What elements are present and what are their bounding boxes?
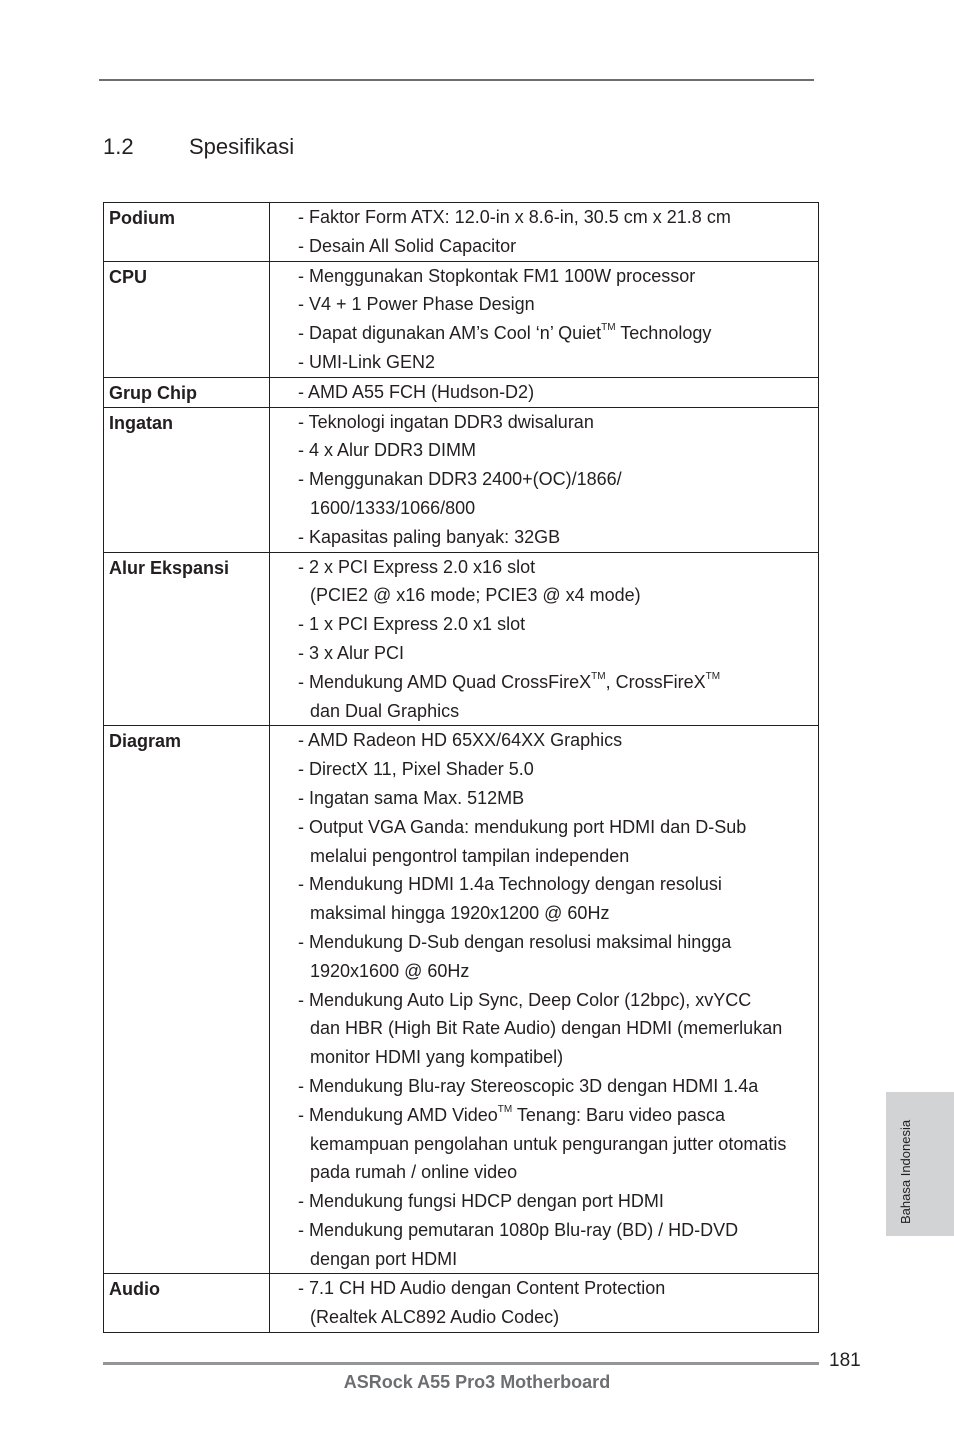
spec-line-text: - Mendukung D-Sub dengan resolusi maksimal hingga — [298, 931, 732, 952]
spec-line-text: - Output VGA Ganda: mendukung port HDMI dan D-Sub — [298, 816, 747, 837]
footer-title: ASRock A55 Pro3 Motherboard — [343, 1372, 611, 1392]
spec-line-text: pada rumah / online video — [310, 1162, 518, 1183]
spec-value — [270, 407, 819, 552]
spec-line — [298, 870, 818, 899]
spec-line — [298, 755, 818, 784]
spec-label: Alur Ekspansi — [104, 552, 270, 726]
spec-row — [104, 552, 819, 726]
spec-line-text: - Menggunakan DDR3 2400+(OC)/1866/ — [298, 469, 622, 490]
spec-label: Diagram — [104, 726, 270, 1274]
spec-line — [298, 290, 818, 319]
spec-value — [270, 726, 819, 1274]
spec-line — [298, 1072, 818, 1101]
spec-line — [298, 986, 818, 1015]
spec-line — [298, 494, 818, 523]
spec-line — [298, 203, 818, 232]
spec-line-text: - Faktor Form ATX: 12.0-in x 8.6-in, 30.5 cm x 21.8 cm — [298, 207, 731, 227]
spec-line — [298, 1130, 818, 1159]
spec-label: Ingatan — [104, 407, 270, 552]
spec-line-text: - Mendukung AMD Video — [298, 1104, 498, 1125]
spec-line-text: - 2 x PCI Express 2.0 x16 slot — [298, 556, 536, 577]
spec-line-text: 1600/1333/1066/800 — [310, 497, 476, 518]
spec-line-text: - Mendukung Blu-ray Stereoscopic 3D dengan HDMI 1.4a — [298, 1075, 759, 1096]
trademark-mark: TM — [601, 322, 616, 334]
spec-row — [104, 726, 819, 1274]
spec-line — [298, 1245, 818, 1274]
spec-line-text: - Mendukung HDMI 1.4a Technology dengan resolusi — [298, 874, 722, 895]
spec-line — [298, 842, 818, 871]
spec-line-text: dan Dual Graphics — [310, 700, 460, 721]
spec-line — [298, 581, 818, 610]
spec-line — [298, 697, 818, 726]
spec-line — [298, 232, 818, 261]
spec-line-text: dengan port HDMI — [310, 1248, 458, 1269]
spec-line-text: monitor HDMI yang kompatibel) — [310, 1047, 564, 1068]
spec-line — [298, 813, 818, 842]
spec-value — [270, 552, 819, 726]
spec-line-text: - Mendukung fungsi HDCP dengan port HDMI — [298, 1191, 664, 1212]
spec-line — [298, 378, 818, 407]
language-label: Bahasa Indonesia — [898, 1119, 913, 1224]
spec-row — [104, 377, 819, 407]
spec-line-text: - Ingatan sama Max. 512MB — [298, 787, 525, 808]
spec-line — [298, 899, 818, 928]
spec-line — [298, 408, 818, 437]
section-title: Spesifikasi — [189, 134, 295, 159]
spec-line — [298, 319, 818, 348]
trademark-mark: TM — [591, 670, 606, 682]
spec-line-text: maksimal hingga 1920x1200 @ 60Hz — [310, 903, 610, 924]
spec-label: Podium — [104, 203, 270, 262]
spec-line — [298, 1216, 818, 1245]
spec-line — [298, 465, 818, 494]
spec-line — [298, 1014, 818, 1043]
section-heading — [103, 134, 294, 160]
top-rule — [99, 79, 814, 81]
spec-line-text: 1920x1600 @ 60Hz — [310, 960, 470, 981]
spec-line-text: - AMD A55 FCH (Hudson-D2) — [298, 381, 535, 402]
spec-line — [298, 1187, 818, 1216]
spec-line-text: (PCIE2 @ x16 mode; PCIE3 @ x4 mode) — [310, 585, 641, 606]
spec-line — [298, 928, 818, 957]
spec-line-text: - DirectX 11, Pixel Shader 5.0 — [298, 759, 534, 780]
spec-line — [298, 523, 818, 552]
spec-line — [298, 262, 818, 291]
spec-line — [298, 784, 818, 813]
spec-line-text: - UMI-Link GEN2 — [298, 351, 436, 372]
spec-line-text: - 4 x Alur DDR3 DIMM — [298, 440, 477, 461]
spec-line — [298, 1274, 818, 1303]
spec-line-text: kemampuan pengolahan untuk pengurangan jutter otomatis — [310, 1133, 787, 1154]
spec-line — [298, 1101, 818, 1130]
spec-line-text: - AMD Radeon HD 65XX/64XX Graphics — [298, 730, 623, 751]
spec-line-text: - Mendukung AMD Quad CrossFireX — [298, 671, 592, 692]
spec-line — [298, 1043, 818, 1072]
spec-row — [104, 407, 819, 552]
spec-line-text: - Mendukung Auto Lip Sync, Deep Color (12bpc), xvYCC — [298, 989, 752, 1010]
spec-line-text: - Dapat digunakan AM’s Cool ‘n’ Quiet — [298, 323, 602, 344]
language-side-tab — [886, 1092, 954, 1236]
spec-line — [298, 726, 818, 755]
spec-label: Audio — [104, 1274, 270, 1333]
spec-line-text: - V4 + 1 Power Phase Design — [298, 294, 535, 315]
spec-line — [298, 553, 818, 582]
trademark-mark: TM — [497, 1103, 513, 1115]
spec-value — [270, 1274, 819, 1333]
spec-value — [270, 203, 819, 262]
spec-line — [298, 639, 818, 668]
spec-table — [103, 202, 819, 1333]
spec-row — [104, 1274, 819, 1333]
spec-line-text: , CrossFireX — [605, 671, 706, 692]
spec-value — [270, 261, 819, 377]
spec-line — [298, 436, 818, 465]
spec-line — [298, 668, 818, 697]
spec-line-text: dan HBR (High Bit Rate Audio) dengan HDMI (memerlukan — [310, 1018, 783, 1039]
spec-line — [298, 957, 818, 986]
bottom-rule — [103, 1362, 819, 1365]
spec-line — [298, 610, 818, 639]
spec-line — [298, 348, 818, 377]
trademark-mark: TM — [705, 670, 721, 682]
spec-line — [298, 1303, 818, 1332]
spec-label: CPU — [104, 261, 270, 377]
spec-line-text: Technology — [615, 323, 712, 344]
spec-row — [104, 261, 819, 377]
section-number: 1.2 — [103, 134, 134, 159]
spec-value — [270, 377, 819, 407]
spec-line-text: melalui pengontrol tampilan independen — [310, 845, 630, 866]
spec-label: Grup Chip — [104, 377, 270, 407]
spec-line — [298, 1158, 818, 1187]
spec-row — [104, 203, 819, 262]
spec-line-text: - Teknologi ingatan DDR3 dwisaluran — [298, 411, 594, 432]
spec-line-text: - Desain All Solid Capacitor — [298, 235, 517, 256]
spec-line-text: - 3 x Alur PCI — [298, 642, 405, 663]
spec-line-text: - 7.1 CH HD Audio dengan Content Protection — [298, 1278, 666, 1299]
spec-line-text: - Mendukung pemutaran 1080p Blu-ray (BD) / HD-DVD — [298, 1219, 739, 1240]
spec-line-text: - Menggunakan Stopkontak FM1 100W processor — [298, 265, 696, 286]
page-number: 181 — [829, 1350, 861, 1371]
spec-line-text: - 1 x PCI Express 2.0 x1 slot — [298, 614, 526, 635]
spec-line-text: Tenang: Baru video pasca — [512, 1104, 726, 1125]
spec-line-text: (Realtek ALC892 Audio Codec) — [310, 1307, 560, 1328]
spec-line-text: - Kapasitas paling banyak: 32GB — [298, 526, 561, 547]
